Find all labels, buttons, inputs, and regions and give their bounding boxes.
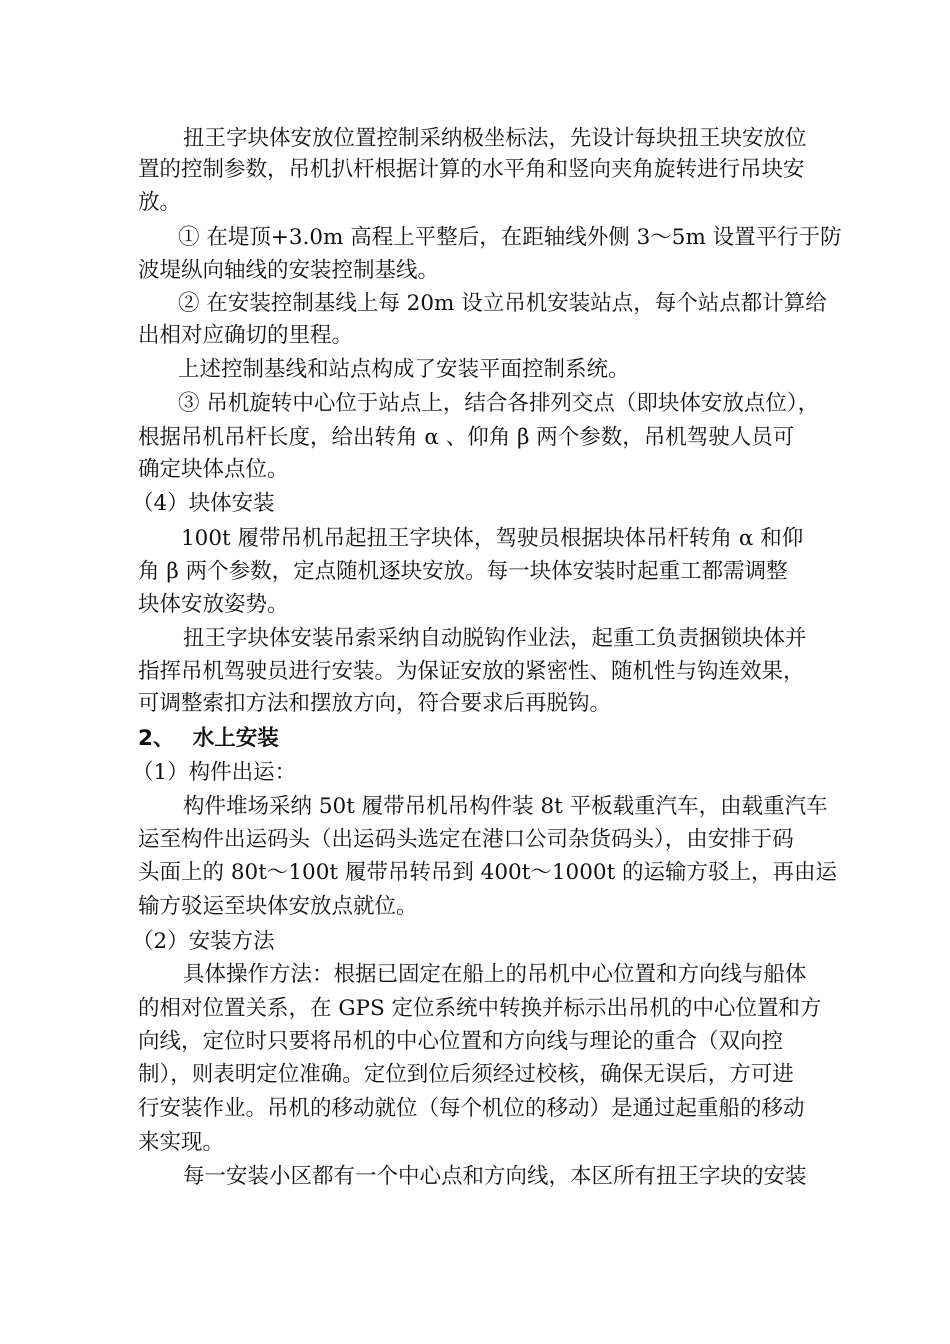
text-line: 输方驳运至块体安放点就位。 [138,894,418,919]
text-line: 角 β 两个参数，定点随机逐块安放。每一块体安装时起重工都需调整 [138,559,788,584]
text-line: 的相对位置关系，在 GPS 定位系统中转换并标示出吊机的中心位置和方 [138,996,822,1021]
text-line: 运至构件出运码头（出运码头选定在港口公司杂货码头），由安排于码 [138,827,794,852]
text-line: 制），则表明定位准确。定位到位后须经过校核，确保无误后，方可进 [138,1062,794,1087]
text-line: 构件堆场采纳 50t 履带吊机吊构件装 8t 平板载重汽车，由载重汽车 [183,794,828,819]
list-item-line: ③ 吊机旋转中心位于站点上，结合各排列交点（即块体安放点位）， [178,391,820,416]
subheading: （1）构件出运： [132,760,297,785]
text-line: 向线，定位时只要将吊机的中心位置和方向线与理论的重合（双向控 [138,1029,784,1054]
list-item-line: ① 在堤顶+3.0m 高程上平整后，在距轴线外侧 3～5m 设置平行于防 [178,225,842,250]
text-line: 指挥吊机驾驶员进行安装。为保证安放的紧密性、随机性与钩连效果， [138,659,805,684]
text-line: 扭王字块体安放位置控制采纳极坐标法，先设计每块扭王块安放位 [183,126,807,151]
text-line: 行安装作业。吊机的移动就位（每个机位的移动）是通过起重船的移动 [138,1096,805,1121]
list-item-line: 波堤纵向轴线的安装控制基线。 [138,258,440,283]
text-line: 可调整索扣方法和摆放方向，符合要求后再脱钩。 [138,691,612,716]
subheading: （4）块体安装 [132,491,275,516]
text-line: 扭王字块体安装吊索采纳自动脱钩作业法，起重工负责捆锁块体并 [183,626,807,651]
subheading: （2）安装方法 [132,929,275,954]
list-item-line: ② 在安装控制基线上每 20m 设立吊机安装站点，每个站点都计算给 [178,291,827,316]
text-line: 100t 履带吊机吊起扭王字块体，驾驶员根据块体吊杆转角 α 和仰 [181,526,804,551]
list-item-line: 根据吊机吊杆长度，给出转角 α 、仰角 β 两个参数，吊机驾驶人员可 [138,425,795,450]
text-line: 来实现。 [138,1130,225,1155]
text-line: 具体操作方法：根据已固定在船上的吊机中心位置和方向线与船体 [183,962,807,987]
text-line: 每一安装小区都有一个中心点和方向线，本区所有扭王字块的安装 [183,1164,807,1189]
text-line: 头面上的 80t～100t 履带吊转吊到 400t～1000t 的运输方驳上，再由运 [138,860,838,885]
section-heading: 2、 水上安装 [138,726,279,751]
text-line: 置的控制参数，吊机扒杆根据计算的水平角和竖向夹角旋转进行吊块安 [138,157,805,182]
text-line: 块体安放姿势。 [138,592,289,617]
list-item-line: 出相对应确切的里程。 [138,323,354,348]
list-item-line: 确定块体点位。 [138,457,289,482]
text-line: 放。 [138,190,182,215]
text-line: 上述控制基线和站点构成了安装平面控制系统。 [178,357,630,382]
